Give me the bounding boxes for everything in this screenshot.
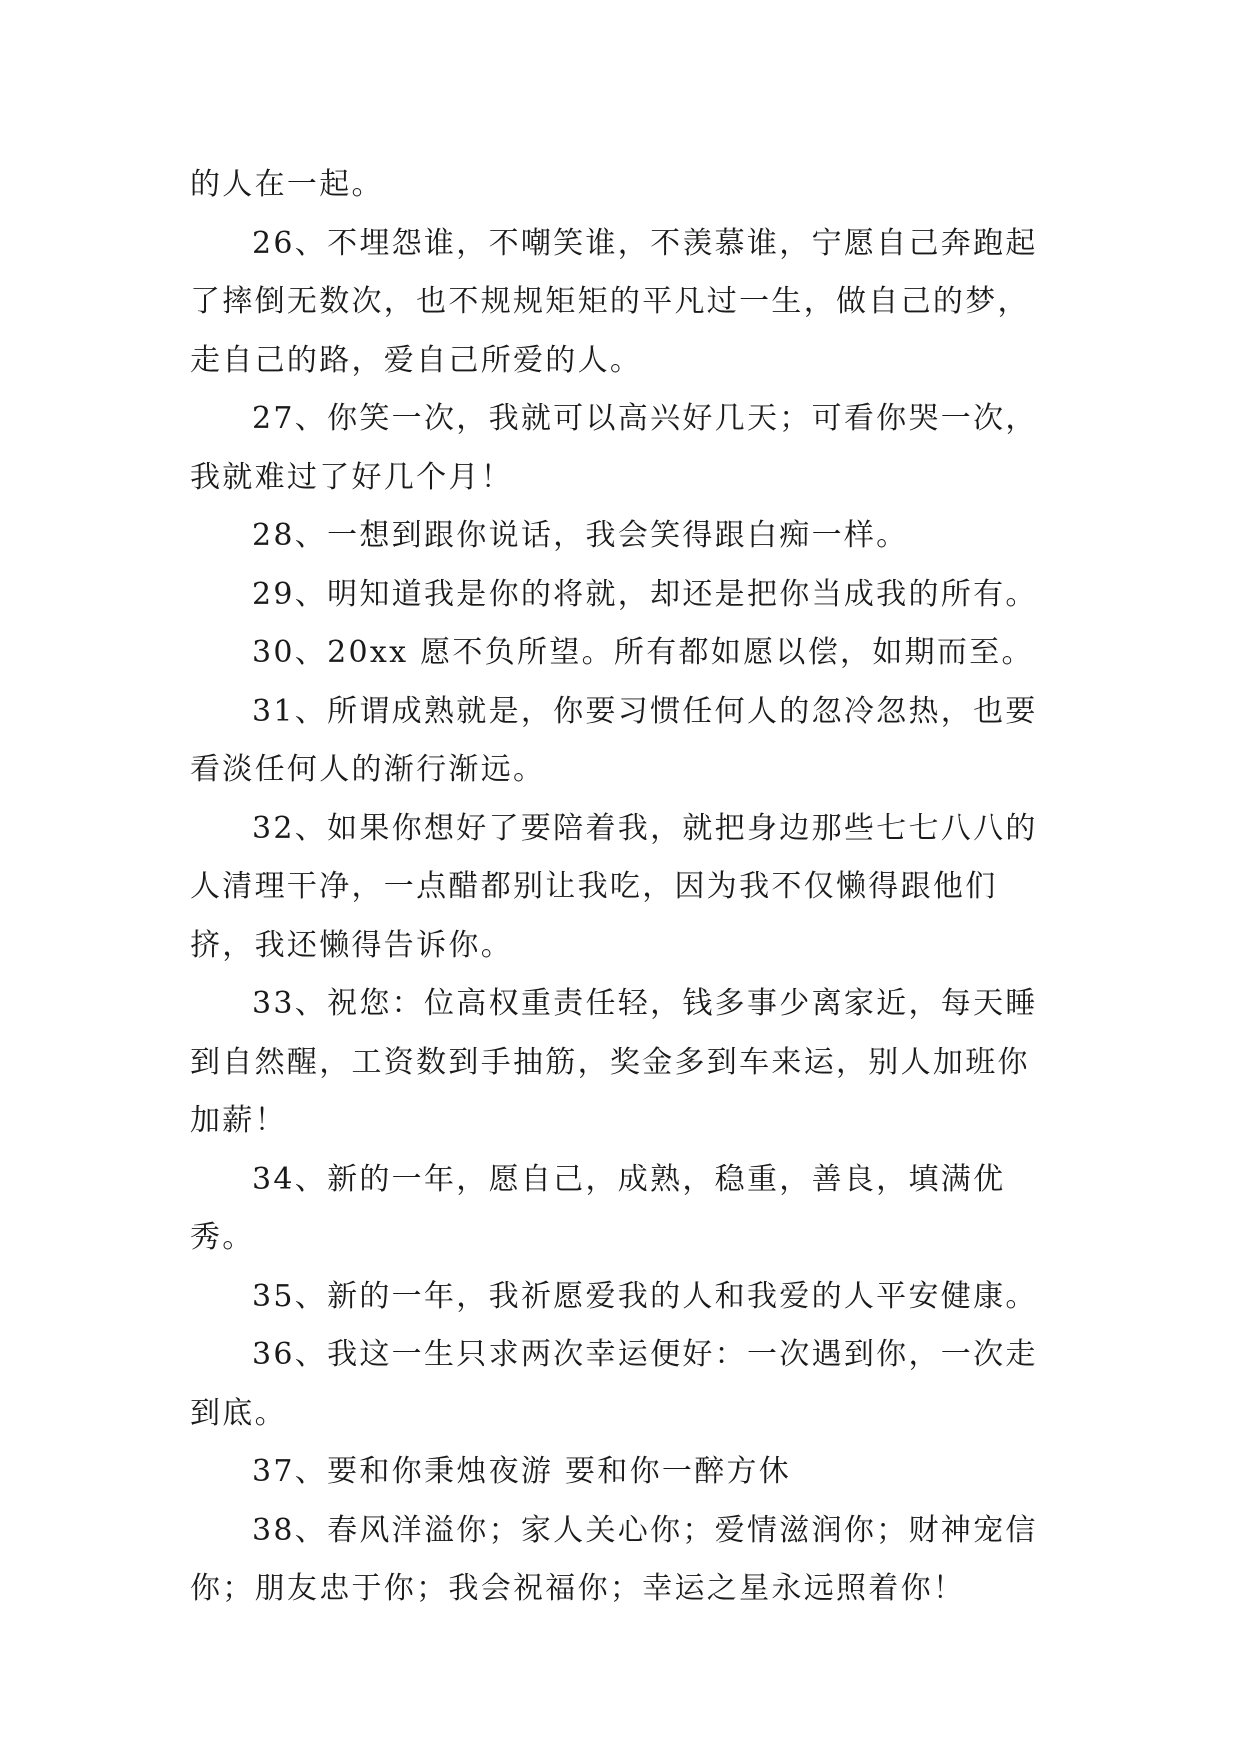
paragraph-36: 36、我这一生只求两次幸运便好：一次遇到你，一次走到底。 [190, 1337, 1038, 1431]
paragraph-32: 32、如果你想好了要陪着我，就把身边那些七七八八的人清理干净，一点醋都别让我吃，因为我不仅懒得跟他们挤，我还懒得告诉你。 [190, 810, 1038, 963]
paragraph-33: 33、祝您：位高权重责任轻，钱多事少离家近，每天睡到自然醒，工资数到手抽筋，奖金多到车来运，别人加班你加薪！ [190, 986, 1038, 1138]
paragraph-38: 38、春风洋溢你；家人关心你；爱情滋润你；财神宠信你；朋友忠于你；我会祝福你；幸运之星永远照着你！ [190, 1512, 1038, 1606]
paragraph-30: 30、20xx 愿不负所望。所有都如愿以偿，如期而至。 [252, 635, 1034, 670]
paragraph-34: 34、新的一年，愿自己，成熟，稳重，善良，填满优秀。 [190, 1161, 1006, 1255]
document-body [190, 156, 1060, 1619]
paragraph-35: 35、新的一年，我祈愿爱我的人和我爱的人平安健康。 [252, 1278, 1038, 1314]
paragraph-27: 27、你笑一次，我就可以高兴好几天；可看你哭一次，我就难过了好几个月！ [190, 401, 1038, 495]
paragraph-28: 28、一想到跟你说话，我会笑得跟白痴一样。 [252, 518, 909, 553]
paragraph-31: 31、所谓成熟就是，你要习惯任何人的忽冷忽热，也要看淡任何人的渐行渐远。 [190, 693, 1038, 787]
paragraph-26: 26、不埋怨谁，不嘲笑谁，不羡慕谁，宁愿自己奔跑起了摔倒无数次，也不规规矩矩的平凡过一生，做自己的梦，走自己的路，爱自己所爱的人。 [190, 225, 1038, 378]
paragraph-37: 37、要和你秉烛夜游 要和你一醉方休 [252, 1454, 792, 1489]
paragraph-continued: 的人在一起。 [190, 167, 384, 202]
paragraph-29: 29、明知道我是你的将就，却还是把你当成我的所有。 [252, 576, 1038, 612]
